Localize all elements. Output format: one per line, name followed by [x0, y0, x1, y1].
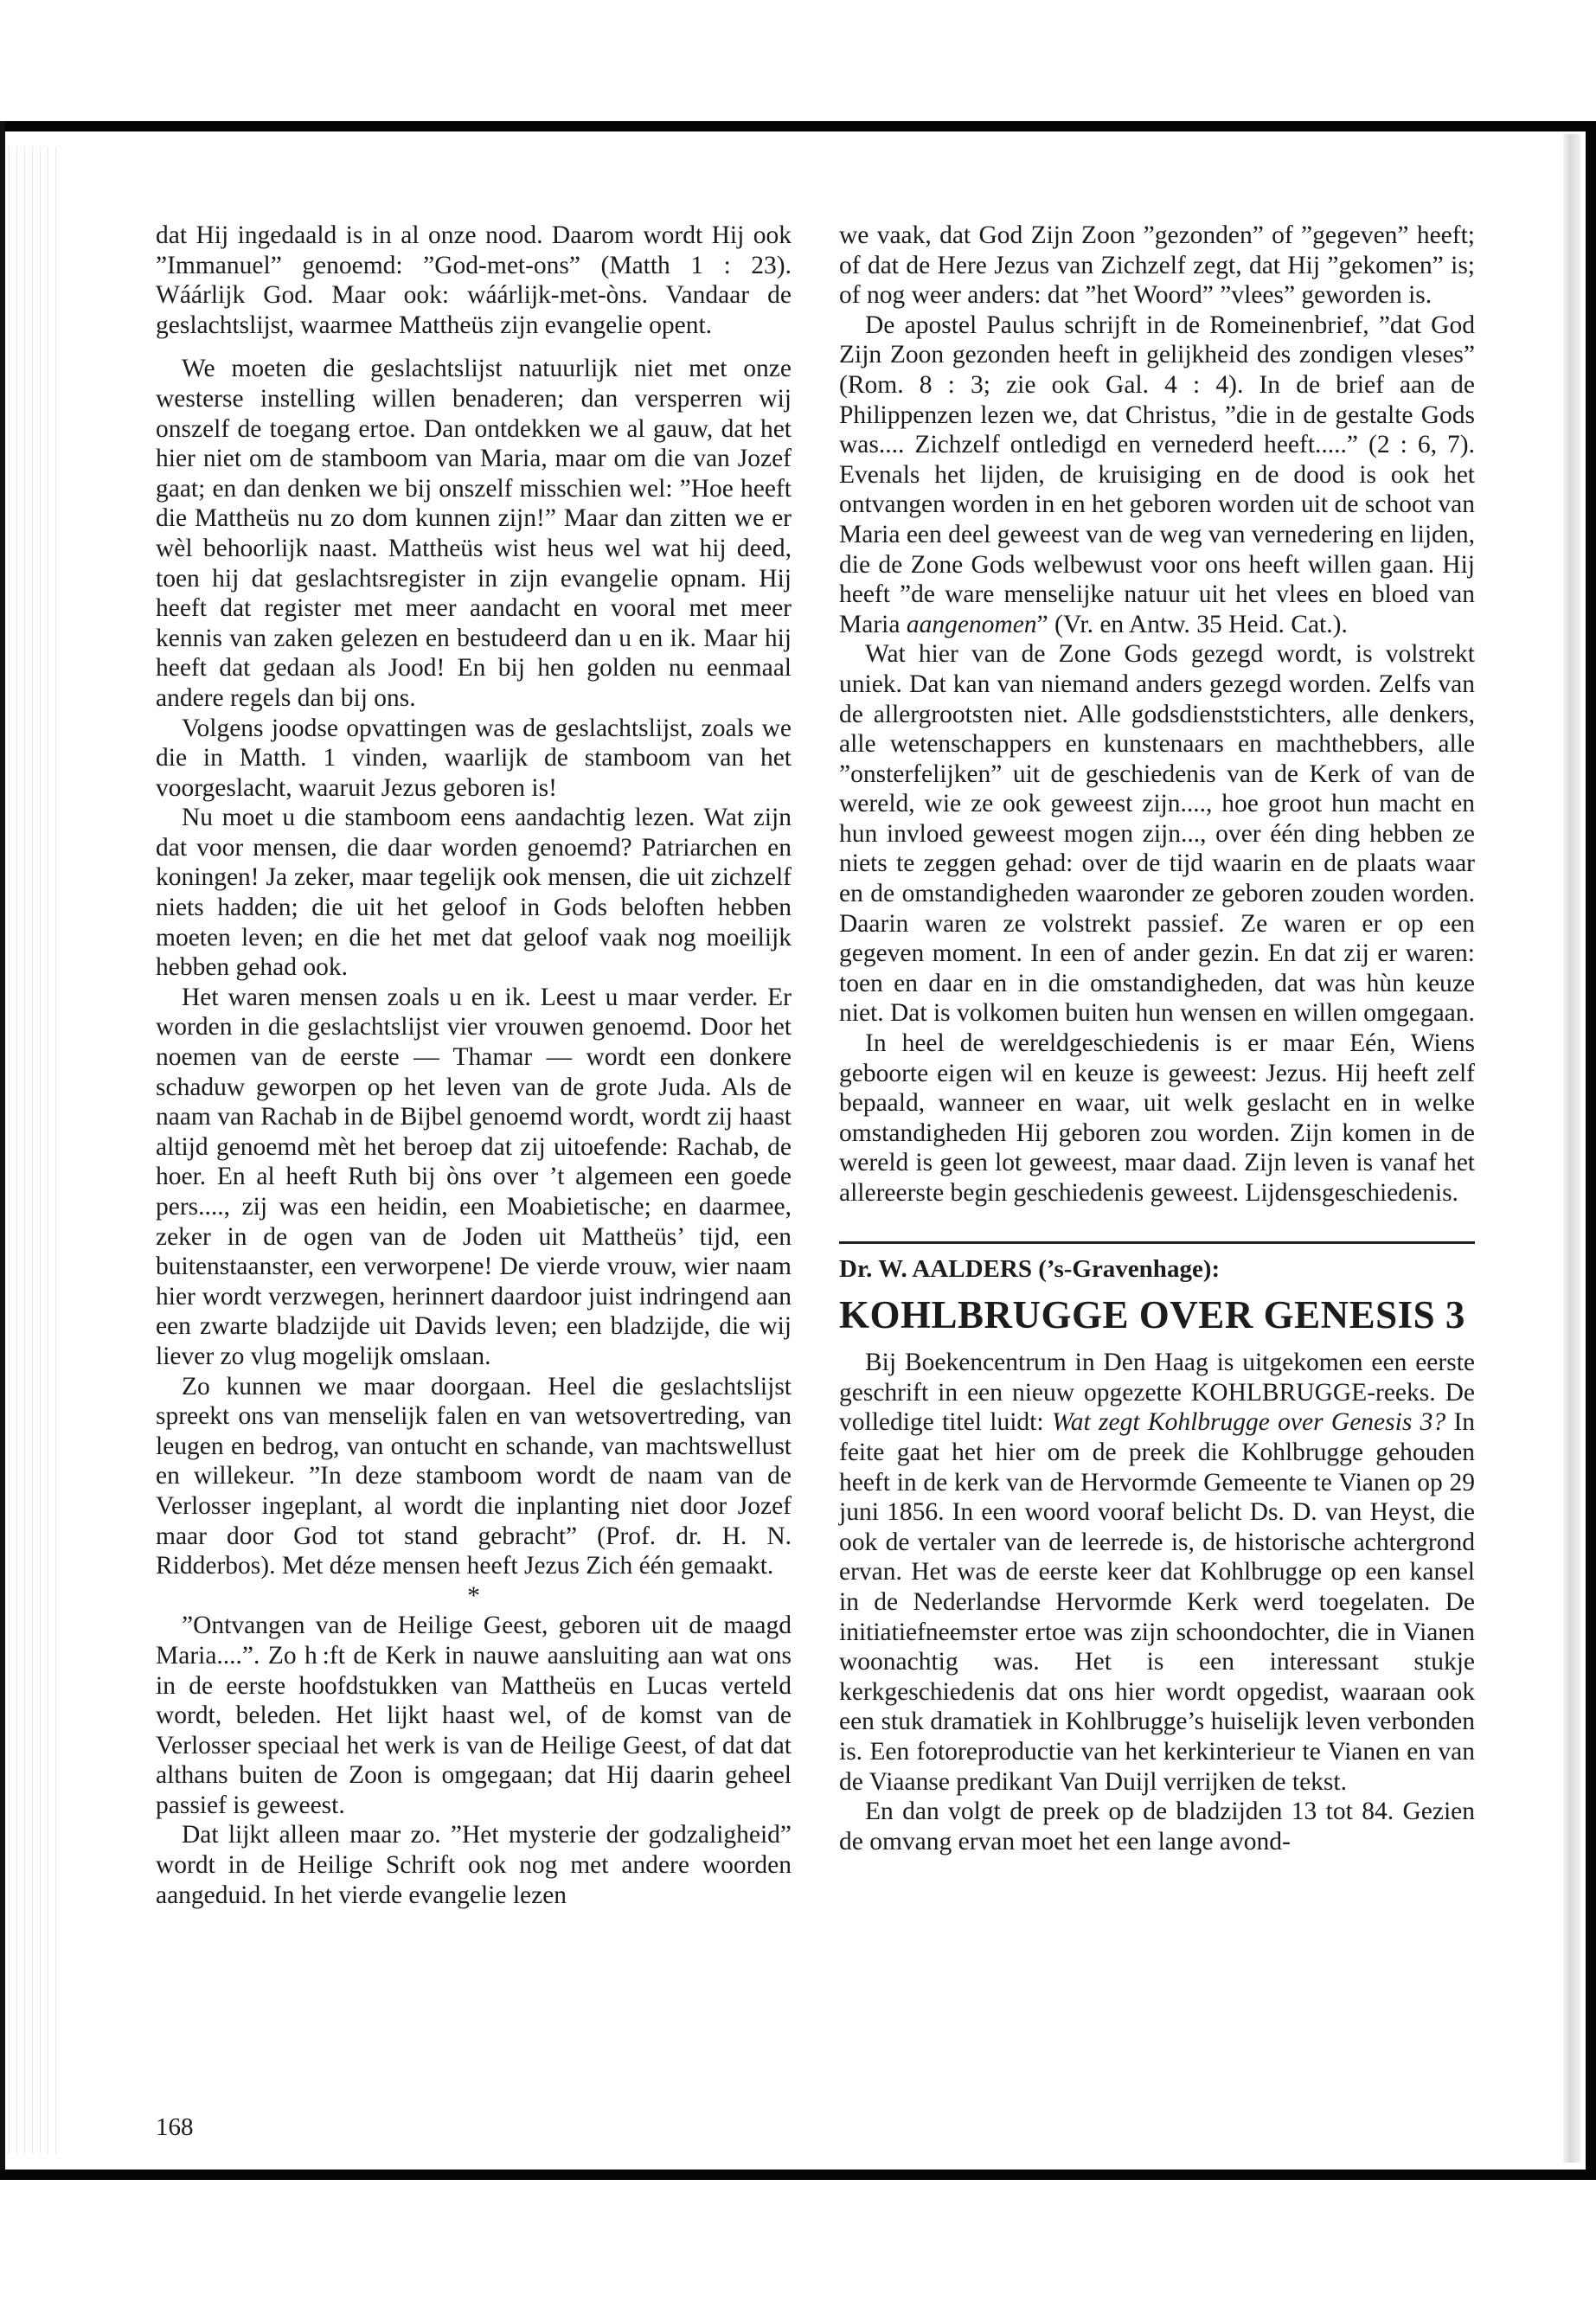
scan-margin: [0, 0, 1596, 130]
paragraph: dat Hij ingedaald is in al onze nood. Daarom wordt Hij ook ”Immanuel” genoemd: ”God-met-ons” (Matth 1 : 23). Wáárlijk God. Maar ook: wáárlijk-met-òns. Vandaar de geslachtslijst, waarmee Mattheüs zijn evangelie opent.: [156, 221, 792, 339]
left-column: [156, 221, 792, 1910]
article-divider: [839, 1241, 1475, 1244]
paragraph: In heel de wereldgeschiedenis is er maar Eén, Wiens geboorte eigen wil en keuze is geweest: Jezus. Hij heeft zelf bepaald, wanneer en waar, uit welk geslacht en in welke omstandigheden Hij geboren zou worden. Zijn komen in de wereld is geen lot geweest, maar daad. Zijn leven is vanaf het allereerste begin geschiedenis geweest. Lijdensgeschiedenis.: [839, 1029, 1475, 1207]
paragraph: [839, 1348, 1475, 1797]
paragraph: En dan volgt de preek op de bladzijden 13 tot 84. Gezien de omvang ervan moet het een lange avond-: [839, 1798, 1475, 1856]
paragraph-text: ” (Vr. en Antw. 35 Heid. Cat.).: [1036, 610, 1348, 638]
paragraph-text: Bij Boekencentrum in Den Haag is uitgekomen een eerste geschrift in een nieuw opgezette KOHLBRUGGE-reeks. De volledige titel luidt:: [839, 1349, 1475, 1437]
scan-left-edge: [0, 121, 5, 2180]
paragraph: We moeten die geslachtslijst natuurlijk niet met onze westerse instelling willen benaderen; dan versperren wij onszelf de toegang ertoe. Dan ontdekken we al gauw, dat het hier niet om de stamboom van Maria, maar om die van Jozef gaat; en dan denken we bij onszelf misschien wel: ”Hoe heeft die Mattheüs nu zo dom kunnen zijn!” Maar dan zitten we er wèl behoorlijk naast. Mattheüs wist heus wel wat hij deed, toen hij dat geslachtsregister in zijn evangelie opnam. Hij heeft dat register met meer aandacht en vooral met meer kennis van zaken gelezen en bestudeerd dan u en ik. Maar hij heeft dat gedaan als Jood! En bij hen golden nu eenmaal andere regels dan bij ons.: [156, 355, 792, 712]
page-number: 168: [156, 2113, 194, 2141]
italic-word: aangenomen: [906, 610, 1037, 638]
right-column: [839, 221, 1475, 1856]
scan-top-edge: [0, 121, 1596, 131]
paragraph: Volgens joodse opvattingen was de geslachtslijst, zoals we die in Matth. 1 vinden, waarlijk de stamboom van het voorgeslacht, waaruit Jezus geboren is!: [156, 714, 792, 802]
scan-bottom-edge: [0, 2170, 1596, 2180]
paragraph: Zo kunnen we maar doorgaan. Heel die geslachtslijst spreekt ons van menselijk falen en van wetsovertreding, van leugen en bedrog, van ontucht en schande, van machtswellust en willekeur. ”In deze stamboom wordt de naam van de Verlosser ingeplant, al wordt die inplanting niet door Jozef maar door God tot stand gebracht” (Prof. dr. H. N. Ridderbos). Met déze mensen heeft Jezus Zich één gemaakt.: [156, 1372, 792, 1580]
paragraph: Dat lijkt alleen maar zo. ”Het mysterie der godzaligheid” wordt in de Heilige Schrift ook nog met andere woorden aangeduid. In het vierde evangelie lezen: [156, 1821, 792, 1909]
paragraph: [839, 311, 1475, 640]
paragraph: Nu moet u die stamboom eens aandachtig lezen. Wat zijn dat voor mensen, die daar worden genoemd? Patriarchen en koningen! Ja zeker, maar tegelijk ook mensen, die uit zichzelf niets hadden; die uit het geloof in Gods beloften hebben moeten leven; en die het met dat geloof vaak nog moeilijk hebben gehad ook.: [156, 804, 792, 982]
page-curl-edge: [1563, 134, 1580, 2163]
paragraph: Wat hier van de Zone Gods gezegd wordt, is volstrekt uniek. Dat kan van niemand anders gezegd worden. Zelfs van de allergrootsten niet. Alle godsdienststichters, alle denkers, alle wetenschappers en kunstenaars en machthebbers, alle ”onsterfelijken” uit de geschiedenis van de Kerk of van de wereld, wie ze ook geweest zijn...., hoe groot hun macht en hun invloed geweest mogen zijn..., over één ding hebben ze niets te zeggen gehad: over de tijd waarin en de plaats waar en de omstandigheden waaronder ze geboren zouden worden. Daarin waren ze volstrekt passief. Ze waren er op een gegeven moment. In een of ander gezin. En dat zij er waren: toen en daar en in die omstandigheden, dat was hùn keuze niet. Dat is volkomen buiten hun wensen en willen omgegaan.: [839, 640, 1475, 1028]
article-author: Dr. W. AALDERS (’s-Gravenhage):: [839, 1254, 1221, 1283]
scan-right-edge: [1586, 121, 1596, 2180]
paragraph: ”Ontvangen van de Heilige Geest, geboren uit de maagd Maria....”. Zo h :ft de Kerk in nauwe aansluiting aan wat ons in de eerste hoofdstukken van Mattheüs en Lucas verteld wordt, beleden. Het lijkt haast wel, of de komst van de Verlosser speciaal het werk is van de Heilige Geest, of dat dat althans buiten de Zoon is omgegaan; dat Hij daarin geheel passief is geweest.: [156, 1612, 792, 1819]
article-headline: KOHLBRUGGE OVER GENESIS 3: [839, 1293, 1465, 1337]
paragraph: Het waren mensen zoals u en ik. Leest u maar verder. Er worden in die geslachtslijst vier vrouwen genoemd. Door het noemen van de eerste — Thamar — wordt een donkere schaduw geworpen op het leven van de grote Juda. Als de naam van Rachab in de Bijbel genoemd wordt, wordt zij haast altijd genoemd mèt het beroep dat zij uitoefende: Rachab, de hoer. En al heeft Ruth bij òns over ’t algemeen een goede pers...., zij was een heidin, een Moabietische; en daarmee, zeker in de ogen van de Joden uit Mattheüs’ tijd, een buitenstaanster, een verworpene! De vierde vrouw, wier naam hier wordt verzwegen, herinnert daardoor juist indringend aan een zwarte bladzijde uit Davids leven; een bladzijde, die wij liever zo vlug mogelijk omslaan.: [156, 983, 792, 1370]
book-title: Wat zegt Kohlbrugge over Genesis 3?: [1051, 1408, 1446, 1437]
paragraph-text: In feite gaat het hier om de preek die Kohlbrugge gehouden heeft in de kerk van de Hervormde Gemeente te Vianen op 29 juni 1856. In een woord vooraf belicht Ds. D. van Heyst, die ook de vertaler van de leerrede is, de historische achtergrond ervan. Het was de eerste keer dat Kohlbrugge op een kansel in de Nederlandse Hervormde Kerk werd toegelaten. De initiatiefneemster ertoe was zijn schoondochter, die in Vianen woonachtig was. Het is een interessant stukje kerkgeschiedenis dat ons hier wordt opgedist, waaraan ook een stuk dramatiek in Kohlbrugge’s huiselijk leven verbonden is. Een fotoreproductie van het kerkinterieur te Vianen en van de Viaanse predikant Van Duijl verrijken de tekst.: [839, 1408, 1476, 1796]
paragraph: we vaak, dat God Zijn Zoon ”gezonden” of ”gegeven” heeft; of dat de Here Jezus van Zichzelf zegt, dat Hij ”gekomen” is; of nog weer anders: dat ”het Woord” ”vlees” geworden is.: [839, 221, 1475, 310]
page: [156, 221, 1476, 2167]
book-leaf-edges: [9, 147, 61, 2154]
paragraph-text: De apostel Paulus schrijft in de Romeinenbrief, ”dat God Zijn Zoon gezonden heeft in gelijkheid des zondigen vleses” (Rom. 8 : 3; zie ook Gal. 4 : 4). In de brief aan de Philippenzen lezen we, dat Christus, ”die in de gestalte Gods was.... Zichzelf ontledigd en vernederd heeft.....” (2 : 6, 7). Evenals het lijden, de kruisiging en de dood is ook het ontvangen worden in en het geboren worden uit de schoot van Maria een deel geweest van de weg van vernedering en lijden, die de Zone Gods welbewust voor ons heeft willen gaan. Hij heeft ”de ware menselijke natuur uit het vlees en bloed van Maria: [839, 311, 1475, 638]
section-separator: *: [467, 1581, 480, 1610]
